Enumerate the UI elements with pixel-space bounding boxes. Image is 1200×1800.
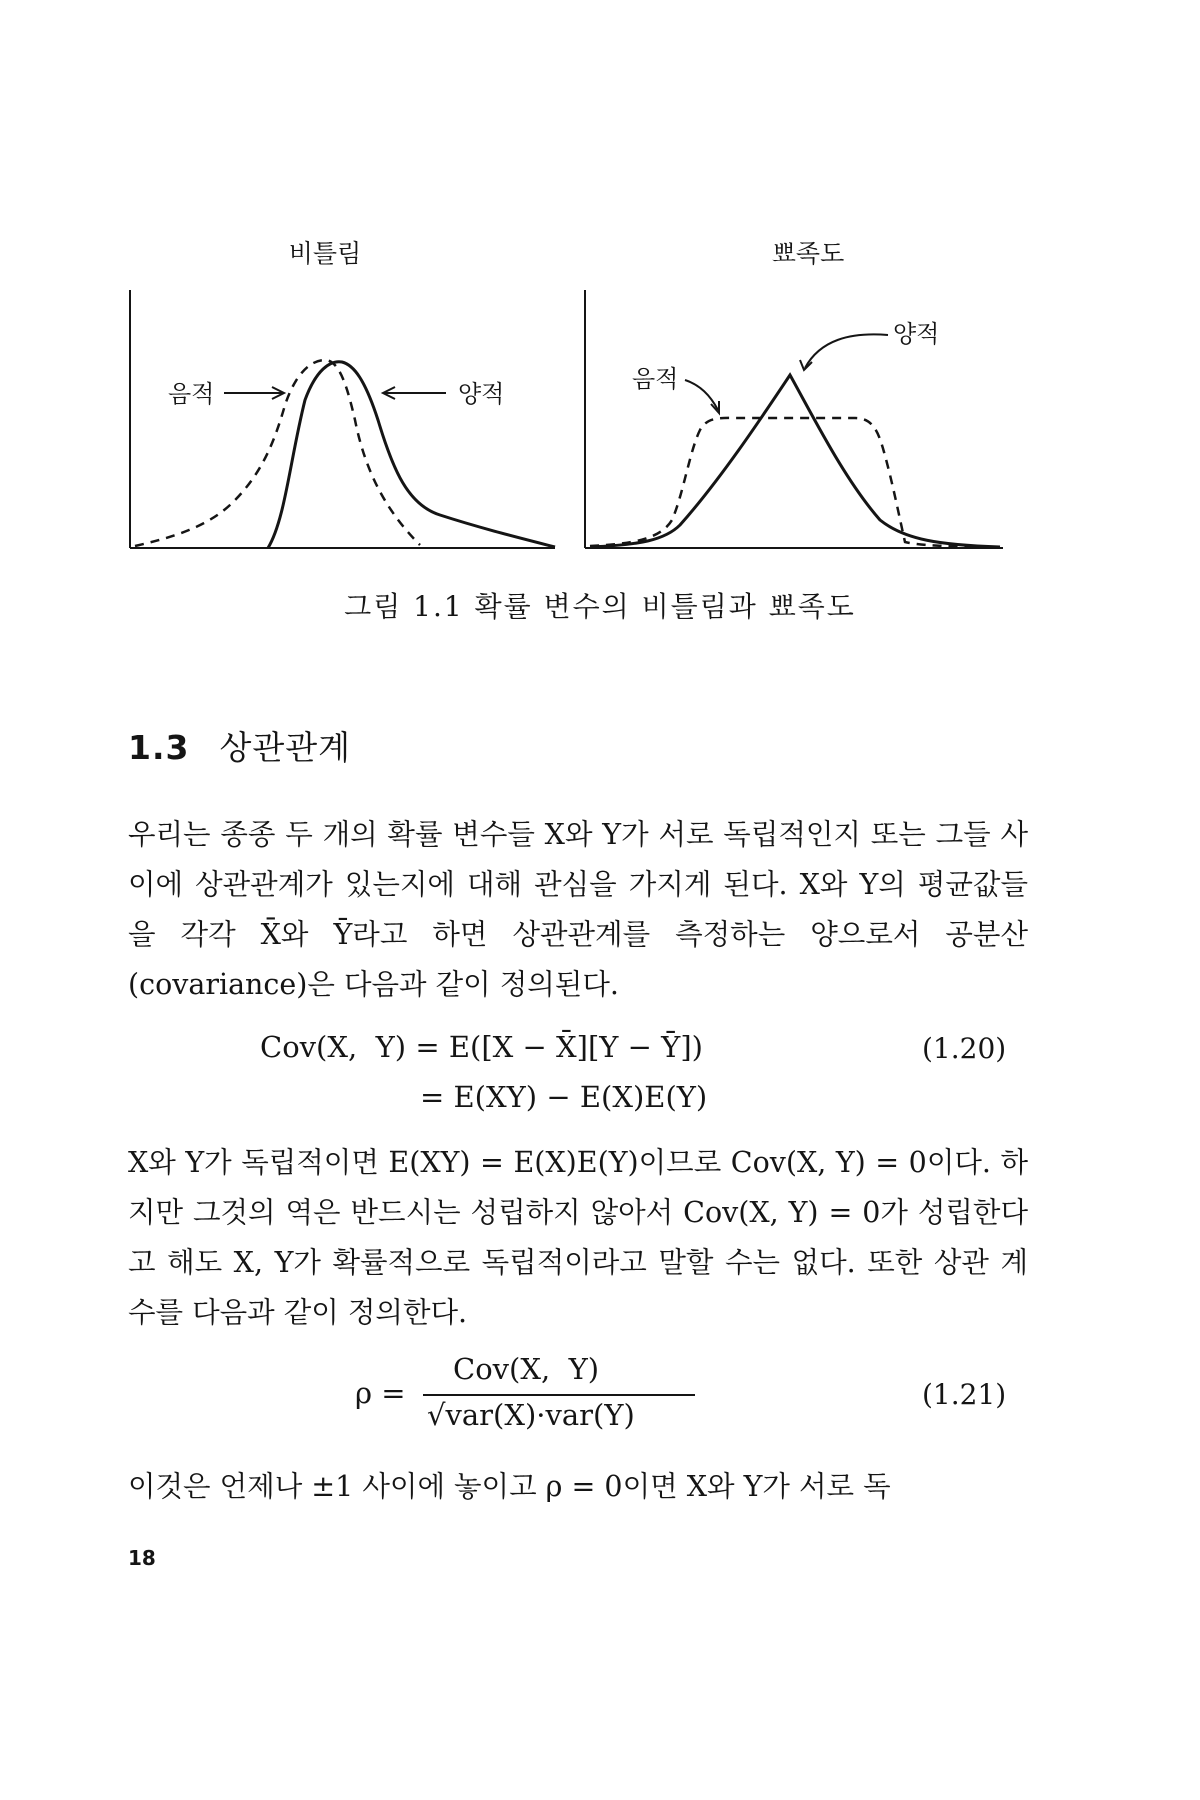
leptokurtic-curve [590, 375, 1000, 547]
section-title: 상관관계 [219, 728, 351, 767]
paragraph-3: 이것은 언제나 ±1 사이에 놓이고 ρ = 0이면 X와 Y가 서로 독 [128, 1470, 891, 1503]
figure-caption: 그림 1.1 확률 변수의 비틀림과 뾰족도 [344, 590, 856, 623]
kurtosis-label-positive: 양적 [893, 320, 940, 348]
paragraph-2: X와 Y가 독립적이면 E(XY) = E(X)E(Y)이므로 Cov(X, Y) = 0이다. 하지만 그것의 역은 반드시는 성립하지 않아서 Cov(X, Y) = 0가 성립한다고 해도 X, Y가 확률적으로 독립적이라고 말할 수는 없다. 또한 상관 계수를 다음과 같이 정의한다. [128, 1146, 1028, 1329]
kurtosis-panel [585, 239, 1003, 548]
kurtosis-label-negative: 음적 [632, 365, 679, 393]
rho-lhs: ρ = [355, 1376, 406, 1410]
equation-1-20-number: (1.20) [922, 1032, 1007, 1065]
page-number: 18 [128, 1546, 156, 1570]
equation-1-21-number: (1.21) [922, 1378, 1007, 1411]
fraction-bar [423, 1394, 695, 1396]
kurtosis-arrow-positive [805, 334, 888, 368]
fraction-numerator: Cov(X, Y) [453, 1352, 600, 1386]
kurtosis-arrow-negative-head [711, 401, 719, 413]
skewness-title: 비틀림 [288, 239, 362, 268]
skewness-label-negative: 음적 [168, 380, 215, 408]
paragraph-1: 우리는 종종 두 개의 확률 변수들 X와 Y가 서로 독립적인지 또는 그들 사이에 상관관계가 있는지에 대해 관심을 가지게 된다. X와 Y의 평균값들을 각각 X̄와 Ȳ라고 하면 상관관계를 측정하는 양으로서 공분산(covariance)은 다음과 같이 정의된다. [128, 818, 1028, 1001]
kurtosis-title: 뾰족도 [771, 239, 845, 268]
section-heading [128, 722, 351, 769]
equation-1-20-line2: = E(XY) − E(X)E(Y) [420, 1080, 708, 1114]
figure-skewness-kurtosis [0, 0, 1200, 640]
equation-1-20-line1: Cov(X, Y) = E([X − X̄][Y − Ȳ]) [260, 1030, 703, 1064]
skewness-panel [130, 239, 555, 548]
positive-skew-curve [268, 362, 555, 548]
skewness-label-positive: 양적 [458, 380, 505, 408]
fraction-denominator: √var(X)·var(Y) [427, 1398, 635, 1432]
platykurtic-curve [590, 418, 1000, 547]
equation-1-21 [355, 1352, 715, 1442]
section-number: 1.3 [128, 728, 190, 767]
